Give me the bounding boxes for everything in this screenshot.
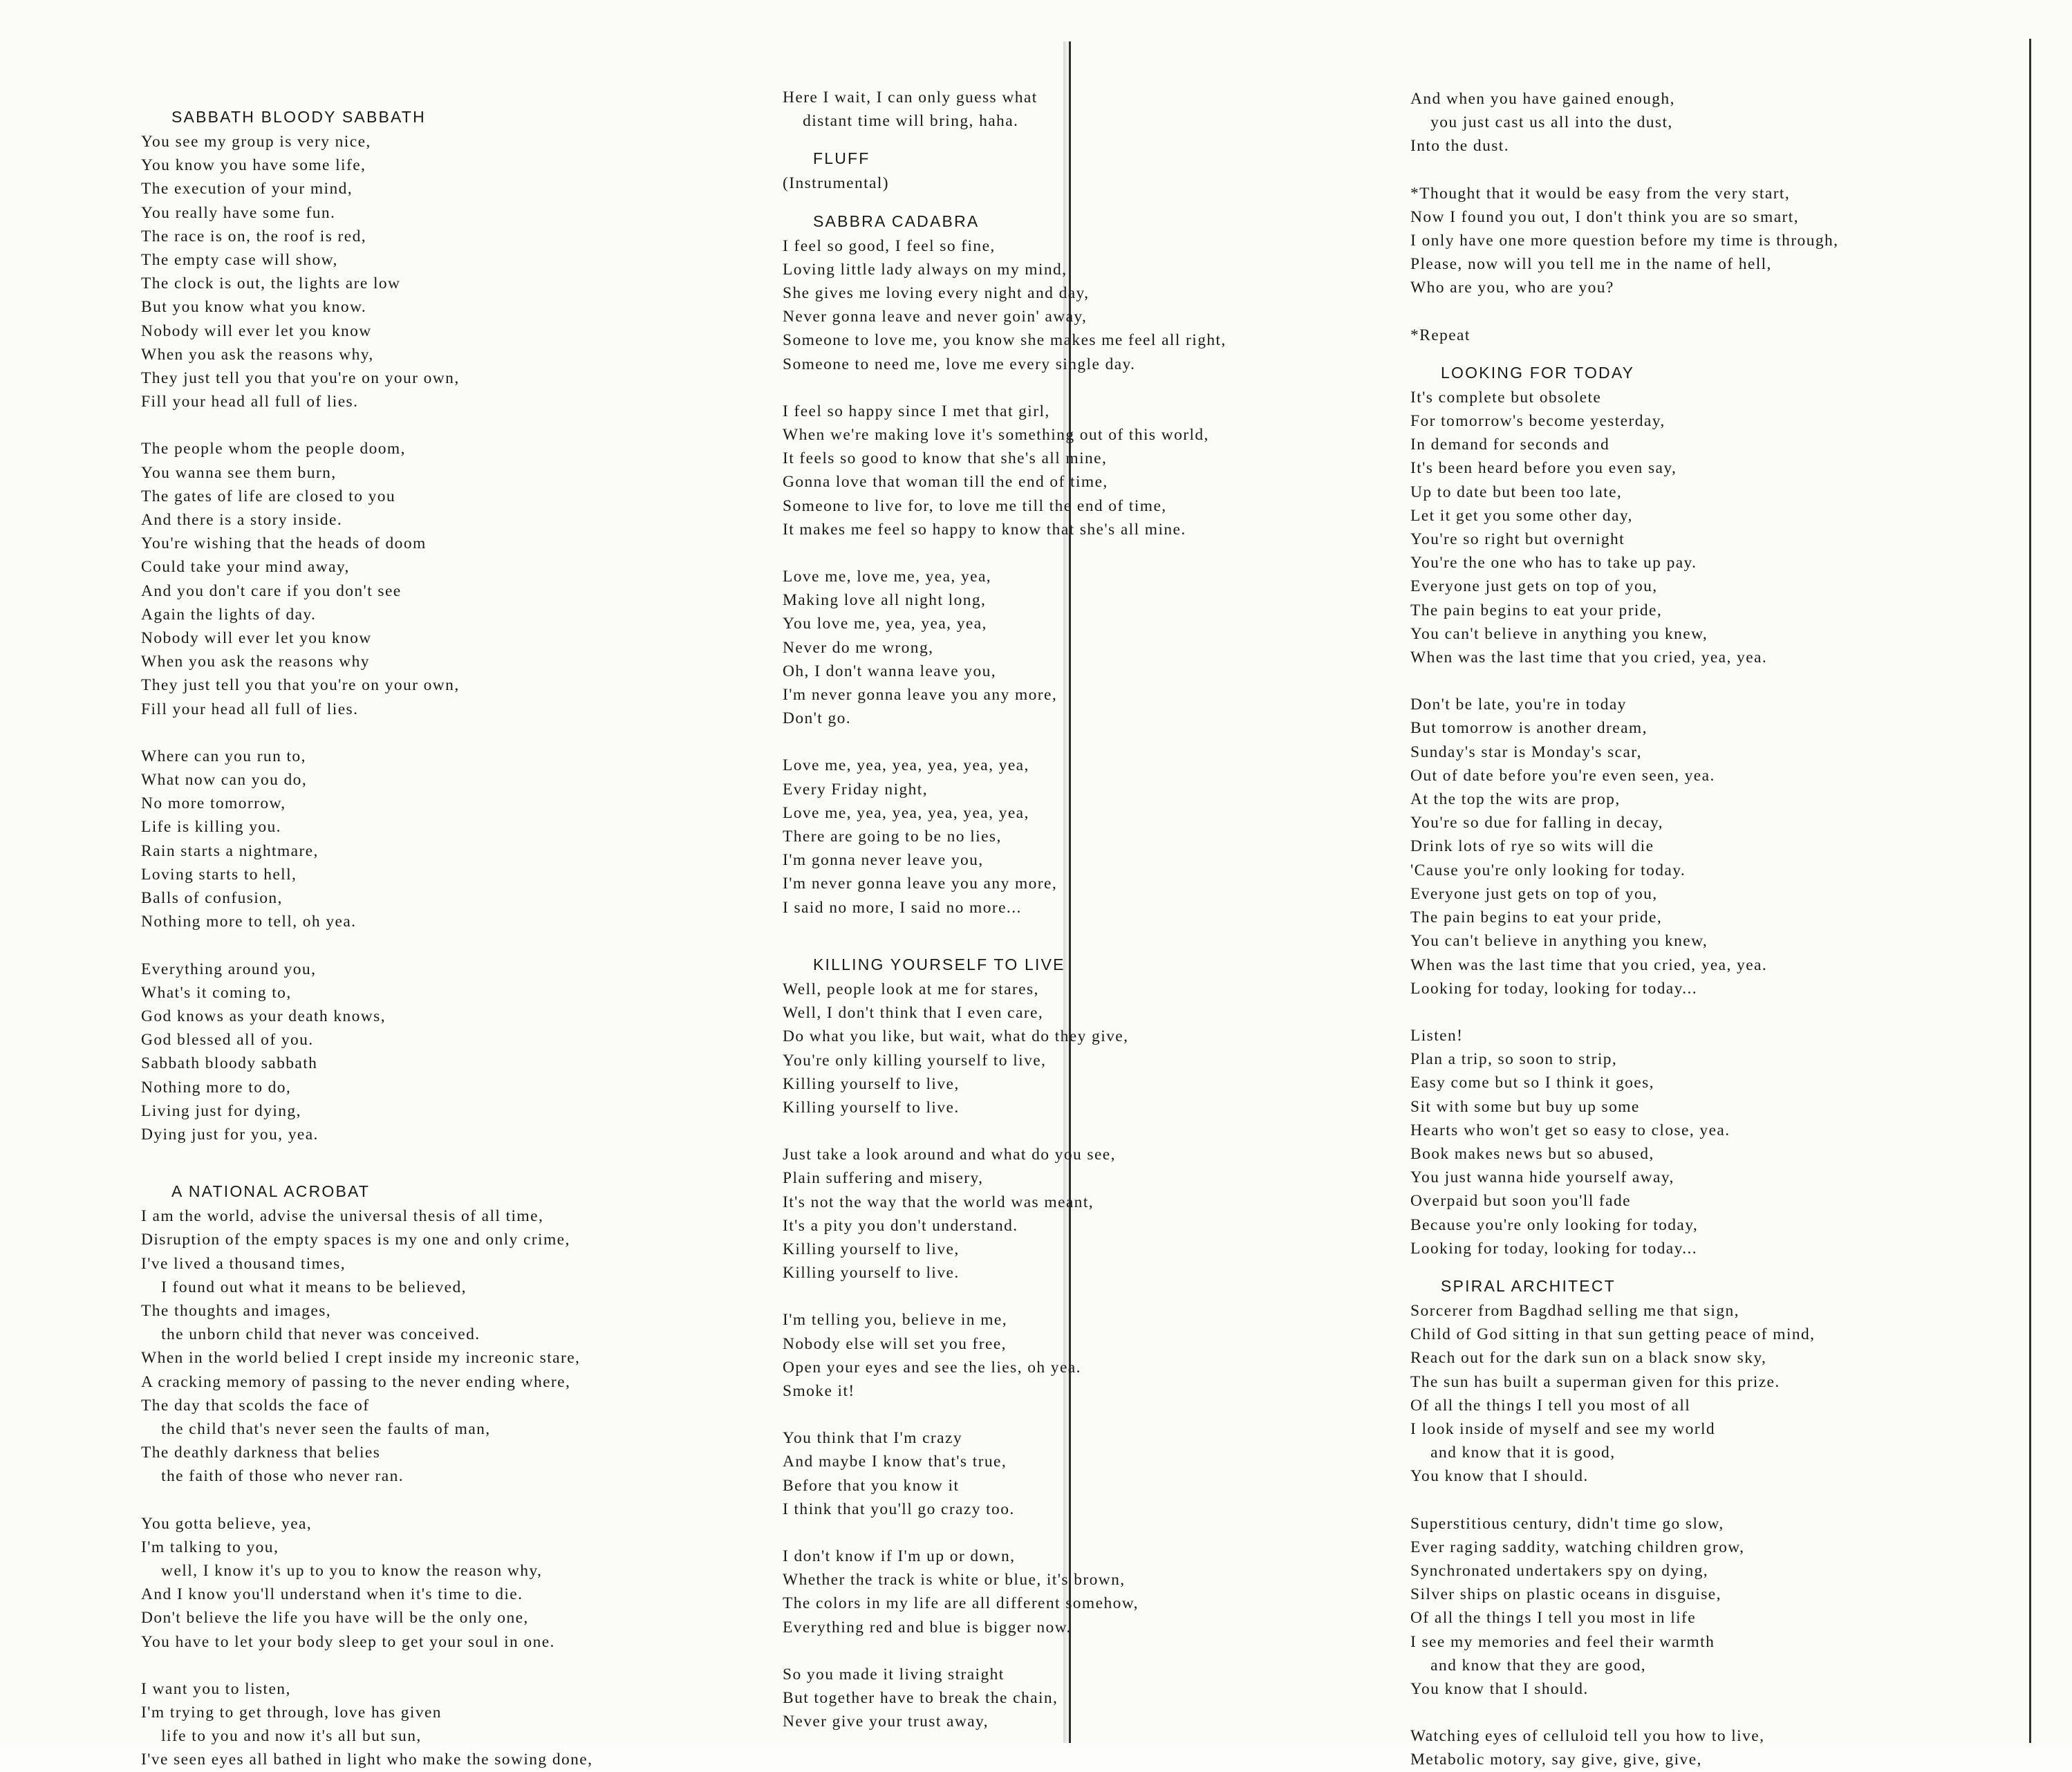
lyric-line: Disruption of the empty spaces is my one and only crime, (141, 1231, 570, 1249)
lyric-line: Here I wait, I can only guess what (783, 88, 1038, 106)
lyric-line: You know that I should. (1410, 1679, 1589, 1698)
lyric-line: Nobody will ever let you know (141, 321, 372, 340)
lyric-line: Everything red and blue is bigger now. (783, 1618, 1072, 1636)
lyric-line: At the top the wits are prop, (1410, 790, 1621, 809)
lyric-line: Killing yourself to live, (783, 1074, 960, 1093)
lyric-line: The thoughts and images, (141, 1301, 332, 1320)
lyric-line: They just tell you that you're on your own, (141, 676, 460, 695)
section-gap (783, 920, 1405, 953)
stanza-gap (1410, 669, 2046, 693)
lyric-line: Don't be late, you're in today (1410, 696, 1627, 714)
lyric-line: Who are you, who are you? (1410, 279, 1614, 297)
song-title: FLUFF (813, 149, 870, 168)
lyric-line: You love me, yea, yea, yea, (783, 615, 987, 633)
lyric-line: You wanna see them burn, (141, 463, 337, 482)
stanza-gap (783, 541, 1405, 565)
stanza-gap (141, 413, 763, 437)
lyric-line: But tomorrow is another dream, (1410, 719, 1648, 738)
lyric-line: Out of date before you're even seen, yea. (1410, 766, 1715, 785)
lyric-line: Nothing more to do, (141, 1078, 292, 1097)
lyric-line: I don't know if I'm up or down, (783, 1547, 1016, 1565)
lyric-line: When in the world belied I crept inside my increonic stare, (141, 1349, 581, 1368)
lyric-line: and know that it is good, (1410, 1444, 1616, 1462)
song-title: SABBATH BLOODY SABBATH (171, 108, 426, 126)
song-title: A NATIONAL ACROBAT (171, 1182, 371, 1201)
lyric-line: Well, I don't think that I even care, (783, 1004, 1044, 1023)
lyric-line: Everyone just gets on top of you, (1410, 884, 1658, 903)
lyric-line: You're the one who has to take up pay. (1410, 554, 1697, 572)
lyric-line: You can't believe in anything you knew, (1410, 932, 1708, 951)
lyrics-column-right (1410, 87, 2046, 1772)
stanza-gap (783, 1639, 1405, 1663)
song-title: KILLING YOURSELF TO LIVE (813, 955, 1065, 973)
lyric-line: Smoke it! (783, 1381, 855, 1400)
lyric-line: Never do me wrong, (783, 638, 934, 657)
lyric-line: What's it coming to, (141, 983, 292, 1002)
song-section (141, 1179, 763, 1771)
lyric-line: What now can you do, (141, 771, 308, 790)
section-gap (1410, 347, 2046, 361)
lyric-line: When you ask the reasons why (141, 653, 370, 671)
lyric-line: When we're making love it's something out of this world, (783, 426, 1209, 445)
lyric-line: Listen! (1410, 1026, 1464, 1045)
song-section (1410, 361, 2046, 1260)
lyric-line: Hearts who won't get so easy to close, yea. (1410, 1121, 1730, 1139)
lyric-line: You're so due for falling in decay, (1410, 814, 1663, 832)
lyric-line: And I know you'll understand when it's time to die. (141, 1585, 523, 1604)
lyric-line: Just take a look around and what do you see, (783, 1146, 1116, 1164)
lyric-line: It feels so good to know that she's all mine, (783, 449, 1108, 468)
lyric-line: You're so right but overnight (1410, 530, 1625, 549)
lyric-line: You can't believe in anything you knew, (1410, 624, 1708, 643)
lyric-line: Metabolic motory, say give, give, give, (1410, 1751, 1702, 1769)
lyric-line: Into the dust. (1410, 137, 1509, 156)
lyric-line: The sun has built a superman given for this prize. (1410, 1372, 1780, 1391)
song-section (783, 209, 1405, 920)
lyric-line: Nobody else will set you free, (783, 1334, 1007, 1353)
lyric-line: The race is on, the roof is red, (141, 227, 367, 245)
lyric-line: The pain begins to eat your pride, (1410, 601, 1663, 619)
lyric-line: They just tell you that you're on your own, (141, 369, 460, 388)
lyric-line: Drink lots of rye so wits will die (1410, 837, 1654, 856)
lyric-line: Every Friday night, (783, 780, 928, 799)
lyric-line: Love me, yea, yea, yea, yea, yea, (783, 803, 1029, 822)
lyric-line: Killing yourself to live, (783, 1240, 960, 1258)
lyric-line: God knows as your death knows, (141, 1007, 386, 1025)
lyric-line: I see my memories and feel their warmth (1410, 1632, 1715, 1651)
lyric-line: The gates of life are closed to you (141, 487, 396, 505)
lyric-line: Do what you like, but wait, what do they give, (783, 1027, 1129, 1046)
lyric-line: I only have one more question before my time is through, (1410, 232, 1839, 250)
lyric-line: You know that I should. (1410, 1467, 1589, 1486)
section-gap (783, 133, 1405, 147)
lyric-line: It's a pity you don't understand. (783, 1216, 1018, 1235)
lyric-line: The pain begins to eat your pride, (1410, 908, 1663, 927)
lyric-line: I think that you'll go crazy too. (783, 1500, 1015, 1518)
lyric-line: *Repeat (1410, 326, 1471, 344)
stanza-gap (783, 730, 1405, 754)
lyric-line: Don't believe the life you have will be the only one, (141, 1609, 529, 1628)
lyric-line: life to you and now it's all but sun, (141, 1727, 422, 1746)
lyric-line: And there is a story inside. (141, 511, 343, 530)
lyric-line: You see my group is very nice, (141, 133, 371, 151)
lyric-line: I'm never gonna leave you any more, (783, 875, 1058, 893)
lyric-line: Someone to love me, you know she makes me feel all right, (783, 331, 1226, 350)
lyric-line: For tomorrow's become yesterday, (1410, 412, 1665, 431)
lyric-line: I'm talking to you, (141, 1538, 279, 1556)
lyric-line: Killing yourself to live. (783, 1264, 960, 1283)
lyric-line: You know you have some life, (141, 156, 366, 175)
lyric-line: Could take your mind away, (141, 558, 350, 577)
lyric-line: I'm never gonna leave you any more, (783, 686, 1058, 705)
song-section (1410, 1274, 2046, 1772)
lyric-line: distant time will bring, haha. (783, 112, 1019, 131)
stanza-gap (783, 1403, 1405, 1426)
lyric-line: Loving little lady always on my mind, (783, 260, 1067, 279)
lyric-line: It's not the way that the world was meant, (783, 1193, 1094, 1211)
lyric-line: A cracking memory of passing to the never ending where, (141, 1372, 571, 1391)
lyric-line: Everything around you, (141, 960, 317, 978)
lyric-line: And you don't care if you don't see (141, 581, 402, 600)
lyric-line: Sunday's star is Monday's scar, (1410, 743, 1642, 761)
lyric-line: Never give your trust away, (783, 1713, 989, 1731)
lyric-line: Sit with some but buy up some (1410, 1097, 1640, 1116)
lyric-line: I said no more, I said no more... (783, 898, 1022, 917)
lyric-line: Loving starts to hell, (141, 865, 297, 884)
lyric-line: Sabbath bloody sabbath (141, 1054, 318, 1073)
lyric-line: and know that they are good, (1410, 1656, 1647, 1675)
stanza-gap (1410, 1489, 2046, 1512)
lyric-line: Killing yourself to live. (783, 1098, 960, 1117)
lyric-line: Watching eyes of celluloid tell you how to live, (1410, 1727, 1765, 1746)
lyric-line: Silver ships on plastic oceans in disguise, (1410, 1585, 1721, 1604)
lyric-line: Whether the track is white or blue, it's brown, (783, 1571, 1126, 1589)
lyric-line: Looking for today, looking for today... (1410, 979, 1698, 998)
lyric-line: In demand for seconds and (1410, 436, 1610, 454)
lyric-line: Gonna love that woman till the end of time, (783, 473, 1108, 492)
lyric-line: I've lived a thousand times, (141, 1254, 346, 1273)
lyric-line: Synchronated undertakers spy on dying, (1410, 1561, 1709, 1580)
section-gap (141, 1146, 763, 1179)
stanza-gap (141, 1489, 763, 1512)
song-section (783, 147, 1405, 195)
lyric-line: So you made it living straight (783, 1665, 1005, 1684)
lyric-line: Balls of confusion, (141, 889, 283, 908)
lyric-line: (Instrumental) (783, 174, 890, 193)
lyric-line: The day that scolds the face of (141, 1396, 370, 1415)
lyric-line: You just wanna hide yourself away, (1410, 1168, 1674, 1187)
lyric-line: Book makes news but so abused, (1410, 1144, 1654, 1163)
lyric-line: Superstitious century, didn't time go slow, (1410, 1514, 1724, 1533)
lyric-line: The clock is out, the lights are low (141, 274, 401, 293)
lyric-line: Plan a trip, so soon to strip, (1410, 1050, 1618, 1069)
lyric-line: Please, now will you tell me in the name of hell, (1410, 255, 1772, 274)
song-section (783, 953, 1405, 1733)
lyric-line: You're wishing that the heads of doom (141, 534, 427, 553)
lyric-line: *Thought that it would be easy from the very start, (1410, 184, 1791, 203)
lyric-line: Easy come but so I think it goes, (1410, 1074, 1654, 1092)
lyric-line: Don't go. (783, 709, 852, 728)
song-section (783, 86, 1405, 133)
lyric-line: Overpaid but soon you'll fade (1410, 1192, 1631, 1211)
lyric-line: Reach out for the dark sun on a black snow sky, (1410, 1349, 1767, 1368)
song-title: SABBRA CADABRA (813, 212, 980, 230)
lyric-line: I'm trying to get through, love has given (141, 1703, 442, 1722)
lyric-line: When was the last time that you cried, yea, yea. (1410, 649, 1768, 667)
lyric-line: God blessed all of you. (141, 1031, 314, 1050)
stanza-gap (783, 376, 1405, 400)
lyric-line: Well, people look at me for stares, (783, 980, 1039, 998)
stanza-gap (1410, 158, 2046, 182)
lyric-line: Because you're only looking for today, (1410, 1215, 1699, 1234)
song-title: SPIRAL ARCHITECT (1441, 1276, 1616, 1295)
lyric-line: Life is killing you. (141, 818, 281, 837)
lyric-line: Child of God sitting in that sun getting peace of mind, (1410, 1325, 1816, 1344)
lyric-line: Dying just for you, yea. (141, 1125, 319, 1144)
lyrics-column-middle (783, 86, 1405, 1733)
lyric-line: I want you to listen, (141, 1679, 291, 1698)
lyric-line: You think that I'm crazy (783, 1429, 962, 1448)
lyric-line: You really have some fun. (141, 203, 336, 222)
lyric-line: And when you have gained enough, (1410, 90, 1675, 108)
lyric-line: It's been heard before you even say, (1410, 459, 1677, 478)
song-section (141, 105, 763, 1146)
lyric-line: You gotta believe, yea, (141, 1514, 312, 1533)
stanza-gap (1410, 1000, 2046, 1024)
stanza-gap (1410, 1701, 2046, 1724)
lyric-line: The deathly darkness that belies (141, 1444, 381, 1462)
section-gap (1410, 1260, 2046, 1274)
lyric-line: Open your eyes and see the lies, oh yea. (783, 1358, 1081, 1377)
lyric-line: I'm telling you, believe in me, (783, 1311, 1007, 1330)
lyric-line: well, I know it's up to you to know the reason why, (141, 1561, 543, 1580)
lyric-line: Where can you run to, (141, 747, 306, 765)
lyric-line: There are going to be no lies, (783, 828, 1002, 846)
lyric-line: When was the last time that you cried, yea, yea. (1410, 955, 1768, 974)
section-gap (783, 196, 1405, 209)
lyric-line: Rain starts a nightmare, (141, 841, 319, 860)
lyric-line: The people whom the people doom, (141, 440, 406, 458)
stanza-gap (1410, 300, 2046, 324)
lyric-line: But you know what you know. (141, 298, 367, 317)
stanza-gap (141, 1654, 763, 1677)
lyric-line: I've seen eyes all bathed in light who make the sowing done, (141, 1751, 593, 1769)
lyric-line: I feel so happy since I met that girl, (783, 402, 1050, 420)
stanza-gap (141, 934, 763, 958)
lyric-line: When you ask the reasons why, (141, 345, 374, 364)
lyric-line: The empty case will show, (141, 251, 338, 270)
lyric-line: 'Cause you're only looking for today. (1410, 861, 1686, 879)
lyric-line: the faith of those who never ran. (141, 1467, 404, 1486)
lyric-line: Nothing more to tell, oh yea. (141, 913, 357, 931)
stanza-gap (141, 721, 763, 745)
lyric-line: Before that you know it (783, 1476, 960, 1495)
song-section (1410, 87, 2046, 347)
lyric-line: Living just for dying, (141, 1101, 301, 1120)
lyric-line: I am the world, advise the universal thesis of all time, (141, 1207, 544, 1226)
lyric-line: The colors in my life are all different somehow, (783, 1594, 1139, 1613)
lyric-line: It makes me feel so happy to know that she's all mine. (783, 520, 1186, 539)
lyric-line: the child that's never seen the faults of man, (141, 1419, 491, 1438)
lyric-line: You have to let your body sleep to get your soul in one. (141, 1632, 555, 1651)
lyric-line: The execution of your mind, (141, 180, 353, 198)
lyric-line: Someone to live for, to love me till the end of time, (783, 496, 1167, 515)
lyric-line: I found out what it means to be believed, (141, 1278, 467, 1296)
lyric-line: Of all the things I tell you most of all (1410, 1396, 1691, 1415)
lyric-line: Love me, yea, yea, yea, yea, yea, (783, 756, 1029, 775)
lyric-line: Of all the things I tell you most in life (1410, 1609, 1697, 1628)
lyric-line: Never gonna leave and never goin' away, (783, 308, 1088, 326)
lyric-line: No more tomorrow, (141, 794, 286, 813)
lyric-line: You're only killing yourself to live, (783, 1051, 1047, 1070)
stanza-gap (783, 1521, 1405, 1545)
lyric-line: Nobody will ever let you know (141, 629, 372, 648)
lyric-line: Love me, love me, yea, yea, (783, 568, 992, 586)
lyric-line: She gives me loving every night and day, (783, 284, 1090, 303)
lyric-line: the unborn child that never was conceived. (141, 1325, 480, 1344)
lyric-line: Sorcerer from Bagdhad selling me that sign, (1410, 1301, 1739, 1320)
lyric-line: Now I found you out, I don't think you are so smart, (1410, 207, 1799, 226)
lyric-line: But together have to break the chain, (783, 1688, 1058, 1707)
lyric-line: I feel so good, I feel so fine, (783, 236, 996, 255)
song-title: LOOKING FOR TODAY (1441, 363, 1635, 382)
lyric-line: I look inside of myself and see my world (1410, 1419, 1716, 1438)
lyric-line: Plain suffering and misery, (783, 1169, 984, 1188)
stanza-gap (783, 1285, 1405, 1308)
lyric-line: you just cast us all into the dust, (1410, 113, 1673, 132)
lyric-line: Again the lights of day. (141, 605, 317, 624)
lyric-line: Someone to need me, love me every single day. (783, 355, 1136, 373)
lyric-line: Fill your head all full of lies. (141, 700, 359, 718)
lyric-line: Everyone just gets on top of you, (1410, 577, 1658, 596)
lyric-line: Ever raging saddity, watching children grow, (1410, 1538, 1745, 1556)
lyric-line: Oh, I don't wanna leave you, (783, 662, 997, 680)
lyric-line: Looking for today, looking for today... (1410, 1239, 1698, 1258)
lyric-line: I'm gonna never leave you, (783, 851, 984, 870)
lyric-line: Making love all night long, (783, 591, 987, 610)
lyric-line: Fill your head all full of lies. (141, 393, 359, 411)
lyric-line: Up to date but been too late, (1410, 483, 1623, 501)
stanza-gap (783, 1119, 1405, 1143)
lyric-line: And maybe I know that's true, (783, 1453, 1007, 1471)
lyric-line: Let it get you some other day, (1410, 506, 1633, 525)
lyric-line: It's complete but obsolete (1410, 388, 1602, 407)
lyrics-column-left (141, 105, 763, 1772)
